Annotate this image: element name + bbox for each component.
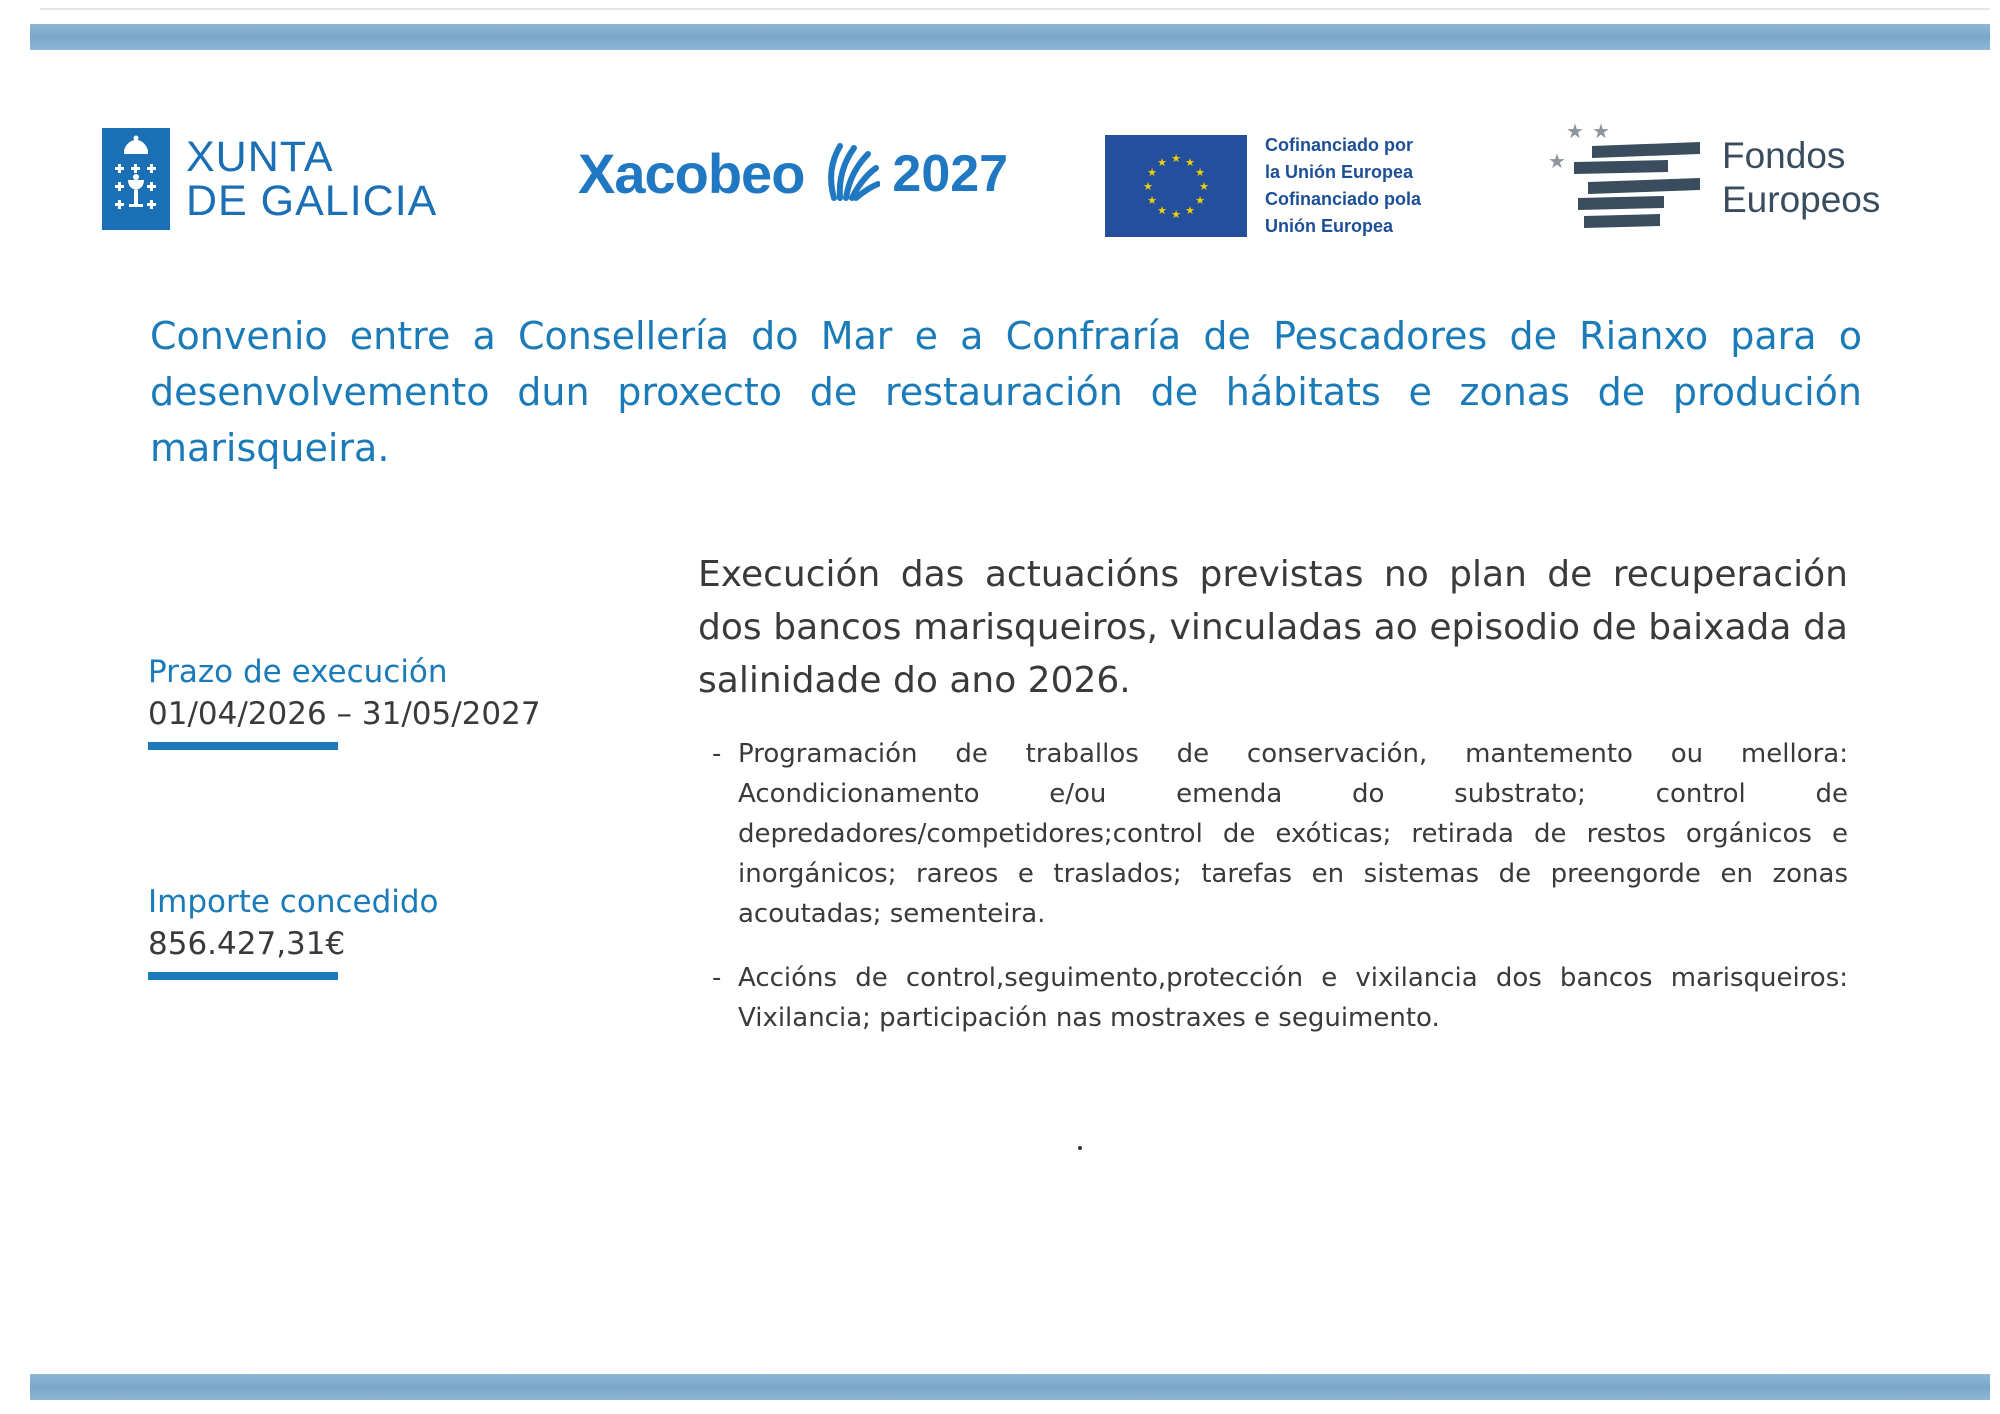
svg-text:★: ★ [1157, 156, 1167, 169]
document-title: Convenio entre a Consellería do Mar e a Confraría de Pescadores de Rianxo para o desenvolvemento dun proxecto de restauración de hábitats e zonas de produción marisqueira. [150, 314, 1862, 470]
svg-text:★: ★ [1147, 166, 1157, 179]
xunta-logo [102, 128, 437, 230]
svg-text:★: ★ [1548, 149, 1566, 173]
svg-text:★: ★ [1157, 204, 1167, 217]
xunta-line-1: XUNTA [186, 133, 334, 181]
eu-text-line-3: Cofinanciado pola [1265, 189, 1422, 209]
description-item-text: Programación de traballos de conservación, mantemento ou mellora: Acondicionamento e/ou emenda do substrato; control de depredadores/competidores;control de exóticas; retirada de restos orgánicos e inorgánicos; rareos e traslados; tarefas en sistemas de preengorde en zonas acoutadas; sementeira. [738, 739, 1848, 929]
xunta-line-2: DE GALICIA [186, 177, 438, 225]
fondos-line-2: Europeos [1722, 179, 1881, 220]
description-item-text: Accións de control,seguimento,protección e vixilancia dos bancos marisqueiros: Vixilancia; participación nas mostraxes e seguimento. [738, 963, 1848, 1033]
xacobeo-logo [578, 140, 1008, 207]
svg-text:★: ★ [1195, 166, 1205, 179]
scan-artifact-line [40, 8, 1990, 10]
description-item [712, 734, 1848, 934]
fondos-europeos-wordmark [1722, 134, 1880, 222]
xacobeo-name: Xacobeo [578, 142, 805, 205]
svg-text:★: ★ [1185, 204, 1195, 217]
description-item [712, 958, 1848, 1038]
eu-text-line-1: Cofinanciado por [1265, 135, 1413, 155]
eu-text-line-2: la Unión Europea [1265, 162, 1414, 182]
execution-period-underline [148, 742, 338, 750]
svg-text:★: ★ [1566, 119, 1584, 143]
svg-text:★: ★ [1171, 208, 1181, 221]
xunta-wordmark [186, 135, 437, 223]
svg-text:★: ★ [1199, 180, 1209, 193]
svg-text:★: ★ [1195, 194, 1205, 207]
eu-flag-icon [1105, 135, 1247, 237]
granted-amount-underline [148, 972, 338, 980]
execution-period-block [148, 652, 541, 750]
scallop-shell-icon [820, 140, 880, 207]
fondos-europeos-logo [1548, 118, 1880, 238]
svg-text:★: ★ [1147, 194, 1157, 207]
eu-text-line-4: Unión Europea [1265, 216, 1394, 236]
granted-amount-label: Importe concedido [148, 884, 439, 920]
eu-cofinancing-logo [1105, 132, 1421, 240]
execution-period-value: 01/04/2026 – 31/05/2027 [148, 696, 541, 732]
eu-cofinancing-text [1265, 132, 1421, 240]
svg-text:★: ★ [1171, 152, 1181, 165]
granted-amount-value: 856.427,31€ [148, 926, 346, 962]
svg-text:★: ★ [1185, 156, 1195, 169]
fondos-line-1: Fondos [1722, 135, 1846, 176]
scan-speck [1078, 1146, 1082, 1150]
granted-amount-block [148, 882, 439, 980]
bottom-decorative-band [30, 1374, 1990, 1400]
dash-bullet: - [712, 963, 722, 993]
dash-bullet: - [712, 739, 722, 769]
fondos-europeos-emblem-icon [1548, 118, 1700, 238]
execution-period-label: Prazo de execución [148, 654, 448, 690]
svg-text:★: ★ [1143, 180, 1153, 193]
description-lead: Execución das actuacións previstas no plan de recuperación dos bancos marisqueiros, vinculadas ao episodio de baixada da salinidade do ano 2026. [698, 554, 1848, 701]
galicia-shield-icon [102, 128, 170, 230]
top-decorative-band [30, 24, 1990, 50]
xacobeo-year: 2027 [892, 144, 1009, 203]
svg-text:★: ★ [1592, 119, 1610, 143]
